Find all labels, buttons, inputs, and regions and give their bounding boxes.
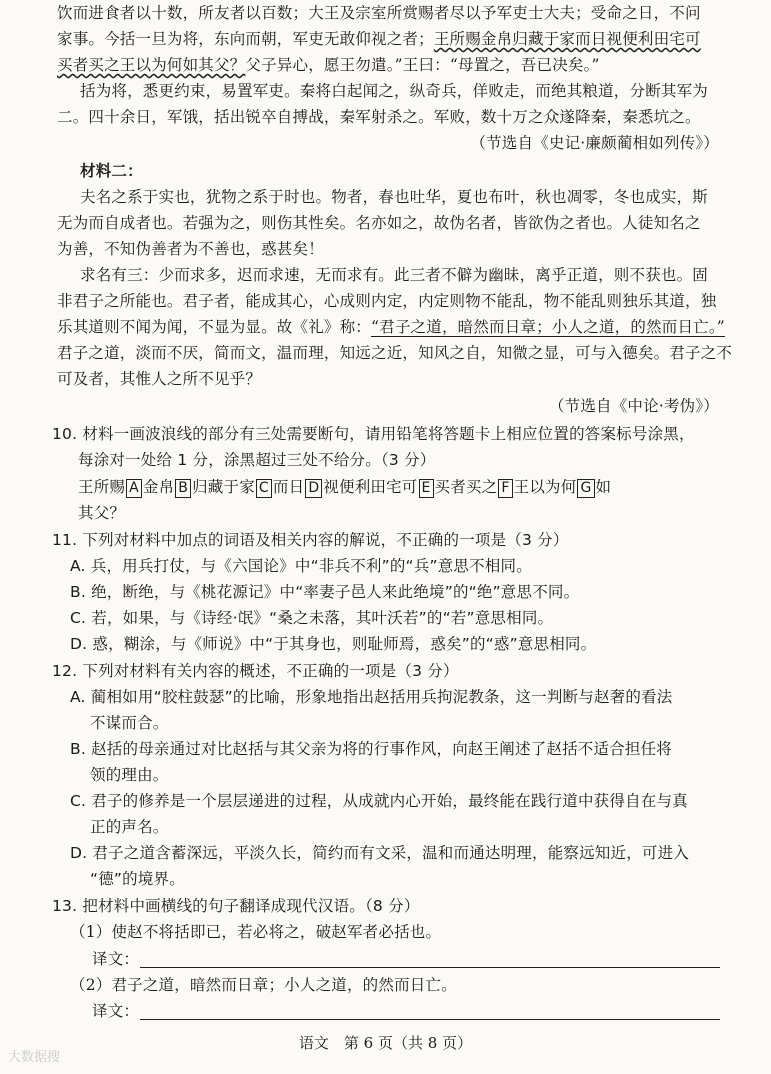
material1-line-3b: 父子异心，愿王勿遣。”王曰：“母置之，吾已决矣。” [245,56,600,74]
q10-seg-0: 王所赐 [78,478,126,496]
material2-line-7: 君子之道，淡而不厌，简而文，温而理，知远之近，知风之自，知微之显，可与入德矣。君子之不 [57,344,733,362]
wavy-sentence-part2: 买者买之王以为何如其父？ [57,56,246,74]
q11-option-d: D. 惑，糊涂，与《师说》中“于其身也，则耻师焉，惑矣”的“惑”意思相同。 [70,635,597,653]
q10-seg-4: 视便利田宅可 [323,478,418,496]
q10-mark-e[interactable]: E [419,479,434,498]
q11-stem: 11. 下列对材料中加点的词语及相关内容的解说，不正确的一项是（3 分） [52,531,569,549]
q10-mark-a[interactable]: A [126,479,142,498]
material1-line-1: 饮而进食者以十数，所友者以百数；大王及宗室所赏赐者尽以予军吏士大夫；受命之日，不问 [57,4,701,22]
q13-stem: 13. 把材料中画横线的句子翻译成现代汉语。（8 分） [52,897,420,915]
material1-line-3 [57,55,600,75]
q12-option-b-1: B. 赵括的母亲通过对比赵括与其父亲为将的行事作风，向赵王阐述了赵括不适合担任将 [70,740,672,758]
material2-line-1: 夫名之系于实也，犹物之系于时也。物者，春也吐华，夏也布叶，秋也凋零，冬也成实，斯 [80,188,709,206]
material2-source: （节选自《中论·考伪》） [548,397,719,415]
q12-option-d-2: “德”的境界。 [90,870,185,888]
material1-line-2a: 家事。今括一旦为将，东向而朝，军吏无敢仰视之者； [57,30,434,48]
material2-line-6 [57,317,725,337]
q12-option-c-2: 正的声名。 [90,818,169,836]
q13-item-2: （2）君子之道，暗然而日章；小人之道，的然而日亡。 [70,976,457,994]
q10-segments [78,477,611,498]
q11-option-c: C. 若，如果，与《诗经·氓》“桑之未落，其叶沃若”的“若”意思相同。 [70,609,554,627]
q12-option-b-2: 领的理由。 [90,766,169,784]
q13-answer-label-1: 译文： [92,950,140,968]
q10-mark-g[interactable]: G [577,479,594,498]
q10-mark-b[interactable]: B [175,479,191,498]
material1-source: （节选自《史记·廉颇蔺相如列传》） [470,134,719,152]
q10-seg-1: 金帛 [142,478,175,496]
underlined-sentence-2: “君子之道，暗然而日章；小人之道，的然而日亡。” [371,318,725,336]
watermark: 大数据搜 [8,1050,61,1065]
q10-seg-6: 王以为何 [513,478,577,496]
q13-answer-line-2[interactable] [140,1019,720,1020]
material1-line-2 [57,29,701,49]
q12-option-a-2: 不谋而合。 [90,714,169,732]
wavy-sentence-part1: 王所赐金帛归藏于家而日视便利田宅可 [433,30,701,48]
q10-seg-5: 买者买之 [434,478,498,496]
q10-seg-7: 如 [595,478,612,496]
q13-answer-label-2: 译文： [92,1002,140,1020]
q12-option-d-1: D. 君子之道含蓄深远，平淡久长，简约而有文采，温和而通达明理，能察远知近，可进入 [70,844,689,862]
material1-line-4: 括为将，悉更约束，易置军吏。秦将白起闻之，纵奇兵，佯败走，而绝其粮道，分断其军为 [80,82,709,100]
material2-line-6a: 乐其道则不闻为闻，不显为显。故《礼》称： [57,318,372,336]
q12-stem: 12. 下列对材料有关内容的概述，不正确的一项是（3 分） [52,662,459,680]
q10-seg-3: 而日 [272,478,305,496]
q11-option-a: A. 兵，用兵打仗，与《六国论》中“非兵不利”的“兵”意思不相同。 [70,557,532,575]
q12-option-a-1: A. 蔺相如用“胶柱鼓瑟”的比喻，形象地指出赵括用兵拘泥教条，这一判断与赵奢的看法 [70,688,673,706]
q10-mark-c[interactable]: C [256,479,272,498]
material2-line-3: 为善，不知伪善者为不善也，惑甚矣！ [57,240,324,258]
q10-stem-1: 10. 材料一画波浪线的部分有三处需要断句，请用铅笔将答题卡上相应位置的答案标号涂黑， [52,425,695,443]
q10-mark-f[interactable]: F [498,479,512,498]
material2-line-4: 求名有三：少而求多，迟而求速，无而求有。此三者不僻为幽昧，离乎正道，则不获也。固 [80,266,709,284]
page-footer: 语文 第 6 页（共 8 页） [298,1034,473,1052]
q13-answer-line-1[interactable] [140,967,720,968]
q10-tail: 其父？ [78,504,126,522]
material2-line-8: 可及者，其惟人之所不见乎？ [57,370,262,388]
material2-line-2: 无为而自成者也。若强为之，则伤其性矣。名亦如之，故伪名者，皆欲伪之者也。人徒知名之 [57,214,701,232]
q13-item-1: （1）使赵不将括即已，若必将之，破赵军者必括也。 [70,923,442,941]
q10-seg-2: 归藏于家 [192,478,255,496]
material2-line-5: 非君子之所能也。君子者，能成其心，心成则内定，内定则物不能乱，物不能乱则独乐其道，独 [57,292,717,310]
material1-line-5: 二。四十余日，军饿，括出锐卒自搏战，秦军射杀之。军败，数十万之众遂降秦，秦悉坑之。 [57,108,701,126]
material2-heading: 材料二： [80,162,143,180]
q12-option-c-1: C. 君子的修养是一个层层递进的过程，从成就内心开始，最终能在践行道中获得自在与真 [70,792,688,810]
q11-option-b: B. 绝，断绝，与《桃花源记》中“率妻子邑人来此绝境”的“绝”意思不同。 [70,583,580,601]
q10-stem-2: 每涂对一处给 1 分，涂黑超过三处不给分。（3 分） [78,451,436,469]
q10-mark-d[interactable]: D [305,479,322,498]
